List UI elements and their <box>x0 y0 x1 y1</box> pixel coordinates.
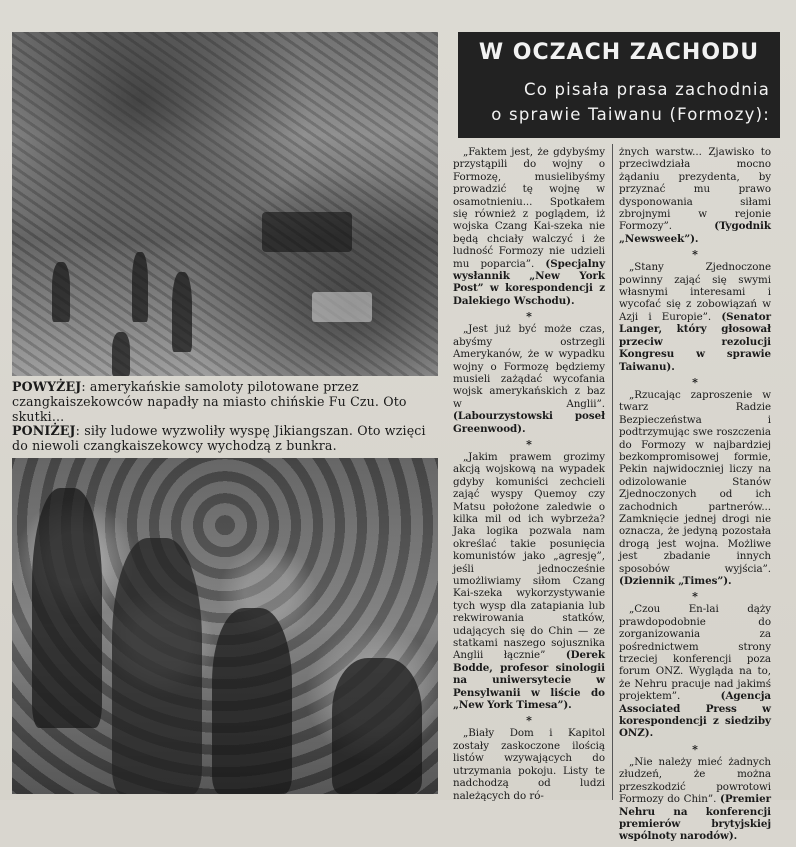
article-title: W OCZACH ZACHODU <box>478 40 760 65</box>
article-header <box>458 32 780 138</box>
quote-derek-bodde: „Jakim prawem grozimy akcją wojskową na wypadek gdyby komuniści zechcieli zająć wyspy Quemoy czy Matsu położone zaledwie o kilka mil od ich wybrzeża? Jaka logika pozwala nam określać takie posunięcia komunistów jako „agresję”, jeśli jednocześnie umożliwiamy siłom Czang Kai-szeka wykorzystywanie tych wysp dla zatapiania lub rekwirowania statków, udających się do Chin — ze statkami naszego sojusznika Anglii łącznie” (Derek Bodde, profesor sinologii na uniwersytecie w Pensylwanii w liście do „New York Timesa”). <box>453 450 605 712</box>
article-subtitle-line2: o sprawie Taiwanu (Formozy): <box>491 105 770 124</box>
separator-star: * <box>692 742 698 756</box>
separator-star: * <box>526 310 532 324</box>
caption-top-label: POWYŻEJ <box>12 379 82 394</box>
article-column-1 <box>453 146 605 806</box>
caption-bottom-label: PONIŻEJ <box>12 423 76 438</box>
quote-newsweek-end: żnych warstw... Zjawisko to przeciwdziała mocno żądaniu prezydenta, by przyznać mu prawo dysponowania siłami zbrojnymi w rejonie Formozy”. (Tygodnik „Newsweek”). <box>619 146 771 245</box>
article-subtitle-line1: Co pisała prasa zachodnia <box>523 80 770 99</box>
quote-associated-press: „Czou En-lai dąży prawdopodobnie do zorganizowania za pośrednictwem strony trzeciej konferencji poza forum ONZ. Wygląda na to, że Nehru pracuje nad jakimś projektem”. (Agencja Associated Press w korespondencji z siedziby ONZ). <box>619 603 771 740</box>
quote-new-york-post: „Faktem jest, że gdybyśmy przystąpili do wojny o Formozę, musielibyśmy prowadzić tę wojnę w osamotnieniu... Spotkałem się również z poglądem, iż wojska Czang Kai-szeka nie będą chciały walczyć i że ludność Formozy nie udzieli mu poparcia”. (Specjalny wysłannik „New York Post” w korespondencji z Dalekiego Wschodu). <box>453 146 605 307</box>
caption-bottom-text: : siły ludowe wyzwoliły wyspę Jikiangszan. Oto wzięci do niewoli czangkaiszekowcy wychodzą z bunkra. <box>12 423 426 453</box>
quote-nehru: „Nie należy mieć żadnych złudzeń, że można przeszkodzić powrotowi Formozy do Chin”. (Premier Nehru na konferencji premierów brytyjskiej wspólnoty narodów). <box>619 755 771 843</box>
article-column-2 <box>619 146 771 847</box>
caption-top <box>12 379 440 424</box>
quote-greenwood: „Jest już być może czas, abyśmy ostrzegli Amerykanów, że w wypadku wojny o Formozę będziemy musieli zażądać wycofania wojsk amerykańskich z baz w Anglii”. (Labourzystowski poseł Greenwood). <box>453 323 605 435</box>
quote-senator-langer: „Stany Zjednoczone powinny zająć się swymi własnymi interesami i wycofać się z zobowiązań w Azji i Europie”. (Senator Langer, który głosował przeciw rezolucji Kongresu w sprawie Taiwanu). <box>619 261 771 373</box>
separator-star: * <box>692 375 698 389</box>
photo-bunker-prisoners <box>12 458 438 794</box>
caption-top-text: : amerykańskie samoloty pilotowane przez czangkaiszekowców napadły na miasto chińskie Fu Czu. Oto skutki... <box>12 379 407 424</box>
photo-bombed-city <box>12 32 438 376</box>
caption-bottom <box>12 423 440 453</box>
separator-star: * <box>692 248 698 262</box>
separator-star: * <box>526 714 532 728</box>
separator-star: * <box>692 590 698 604</box>
separator-star: * <box>526 437 532 451</box>
column-divider <box>612 144 613 800</box>
quote-times: „Rzucając zaproszenie w twarz Radzie Bezpieczeństwa i podtrzymując swe roszczenia do Formozy w najbardziej bezkompromisowej formie, Pekin najwidoczniej liczy na odizolowanie Stanów Zjednoczonych od ich zachodnich partnerów... Zamknięcie jednej drogi nie oznacza, że jedyną pozostała drogą jest wojna. Możliwe jest zbadanie innych sposobów wyjścia”. (Dziennik „Times”). <box>619 388 771 587</box>
quote-newsweek-start: „Biały Dom i Kapitol zostały zaskoczone ilością listów wzywających do utrzymania pokoju. Listy te nadchodzą od ludzi należących do ró- <box>453 727 605 802</box>
